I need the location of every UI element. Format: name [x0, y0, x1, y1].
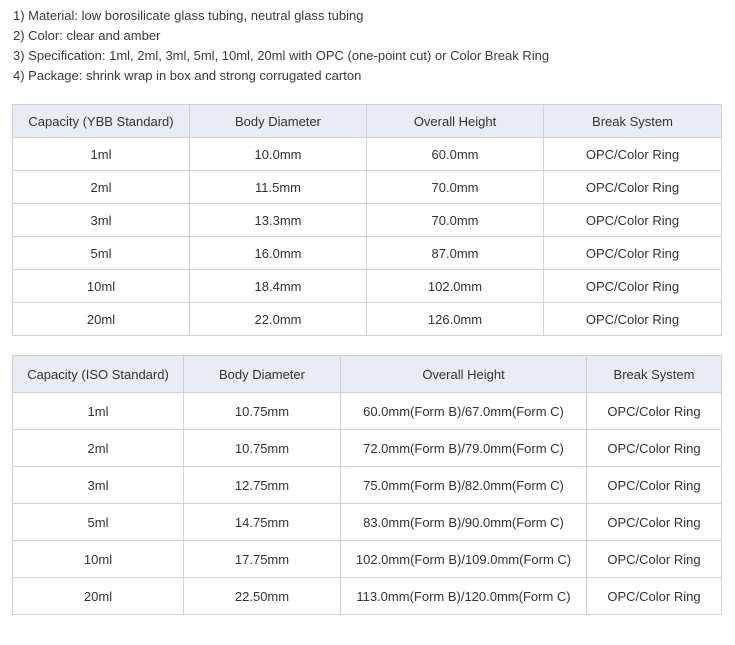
cell-overall-height: 87.0mm: [367, 237, 544, 270]
cell-overall-height: 60.0mm: [367, 138, 544, 171]
cell-break-system: OPC/Color Ring: [544, 204, 722, 237]
cell-body-diameter: 10.75mm: [184, 393, 341, 430]
cell-break-system: OPC/Color Ring: [587, 541, 722, 578]
table-row: [13, 138, 722, 171]
cell-capacity: 2ml: [13, 430, 184, 467]
cell-break-system: OPC/Color Ring: [544, 171, 722, 204]
cell-overall-height: 113.0mm(Form B)/120.0mm(Form C): [341, 578, 587, 615]
ybb-standard-table: [12, 104, 722, 336]
cell-body-diameter: 10.0mm: [190, 138, 367, 171]
column-header-capacity: Capacity (ISO Standard): [13, 356, 184, 393]
cell-body-diameter: 16.0mm: [190, 237, 367, 270]
cell-capacity: 3ml: [13, 204, 190, 237]
cell-overall-height: 70.0mm: [367, 204, 544, 237]
cell-capacity: 5ml: [13, 237, 190, 270]
table-row: [13, 303, 722, 336]
cell-capacity: 20ml: [13, 303, 190, 336]
table-row: [13, 393, 722, 430]
cell-capacity: 5ml: [13, 504, 184, 541]
cell-body-diameter: 22.0mm: [190, 303, 367, 336]
iso-standard-table: [12, 355, 722, 615]
cell-overall-height: 102.0mm(Form B)/109.0mm(Form C): [341, 541, 587, 578]
table-row: [13, 430, 722, 467]
column-header-overall-height: Overall Height: [341, 356, 587, 393]
table-row: [13, 204, 722, 237]
cell-capacity: 10ml: [13, 270, 190, 303]
cell-capacity: 10ml: [13, 541, 184, 578]
cell-body-diameter: 18.4mm: [190, 270, 367, 303]
cell-break-system: OPC/Color Ring: [587, 504, 722, 541]
cell-break-system: OPC/Color Ring: [587, 578, 722, 615]
cell-body-diameter: 14.75mm: [184, 504, 341, 541]
cell-break-system: OPC/Color Ring: [544, 237, 722, 270]
cell-overall-height: 126.0mm: [367, 303, 544, 336]
table-row: [13, 578, 722, 615]
cell-break-system: OPC/Color Ring: [544, 270, 722, 303]
cell-body-diameter: 17.75mm: [184, 541, 341, 578]
cell-capacity: 20ml: [13, 578, 184, 615]
cell-capacity: 2ml: [13, 171, 190, 204]
cell-overall-height: 72.0mm(Form B)/79.0mm(Form C): [341, 430, 587, 467]
cell-break-system: OPC/Color Ring: [587, 467, 722, 504]
spec-specification: 3) Specification: 1ml, 2ml, 3ml, 5ml, 10ml, 20ml with OPC (one-point cut) or Color Break Ring: [13, 48, 550, 63]
cell-body-diameter: 11.5mm: [190, 171, 367, 204]
column-header-capacity: Capacity (YBB Standard): [13, 105, 190, 138]
column-header-break-system: Break System: [587, 356, 722, 393]
cell-overall-height: 75.0mm(Form B)/82.0mm(Form C): [341, 467, 587, 504]
column-header-body-diameter: Body Diameter: [190, 105, 367, 138]
column-header-body-diameter: Body Diameter: [184, 356, 341, 393]
cell-body-diameter: 13.3mm: [190, 204, 367, 237]
cell-overall-height: 70.0mm: [367, 171, 544, 204]
cell-break-system: OPC/Color Ring: [544, 138, 722, 171]
cell-overall-height: 60.0mm(Form B)/67.0mm(Form C): [341, 393, 587, 430]
cell-body-diameter: 10.75mm: [184, 430, 341, 467]
column-header-overall-height: Overall Height: [367, 105, 544, 138]
cell-capacity: 1ml: [13, 138, 190, 171]
table-row: [13, 541, 722, 578]
cell-body-diameter: 22.50mm: [184, 578, 341, 615]
table-row: [13, 467, 722, 504]
table-row: [13, 171, 722, 204]
specification-list: [13, 6, 723, 86]
cell-capacity: 3ml: [13, 467, 184, 504]
cell-break-system: OPC/Color Ring: [544, 303, 722, 336]
cell-overall-height: 83.0mm(Form B)/90.0mm(Form C): [341, 504, 587, 541]
spec-color: 2) Color: clear and amber: [13, 28, 161, 43]
table-row: [13, 270, 722, 303]
cell-capacity: 1ml: [13, 393, 184, 430]
spec-material: 1) Material: low borosilicate glass tubing, neutral glass tubing: [13, 8, 364, 23]
cell-break-system: OPC/Color Ring: [587, 430, 722, 467]
table-row: [13, 237, 722, 270]
cell-overall-height: 102.0mm: [367, 270, 544, 303]
column-header-break-system: Break System: [544, 105, 722, 138]
cell-body-diameter: 12.75mm: [184, 467, 341, 504]
table-header-row: [13, 105, 722, 138]
table-row: [13, 504, 722, 541]
table-header-row: [13, 356, 722, 393]
spec-package: 4) Package: shrink wrap in box and strong corrugated carton: [13, 68, 362, 83]
cell-break-system: OPC/Color Ring: [587, 393, 722, 430]
